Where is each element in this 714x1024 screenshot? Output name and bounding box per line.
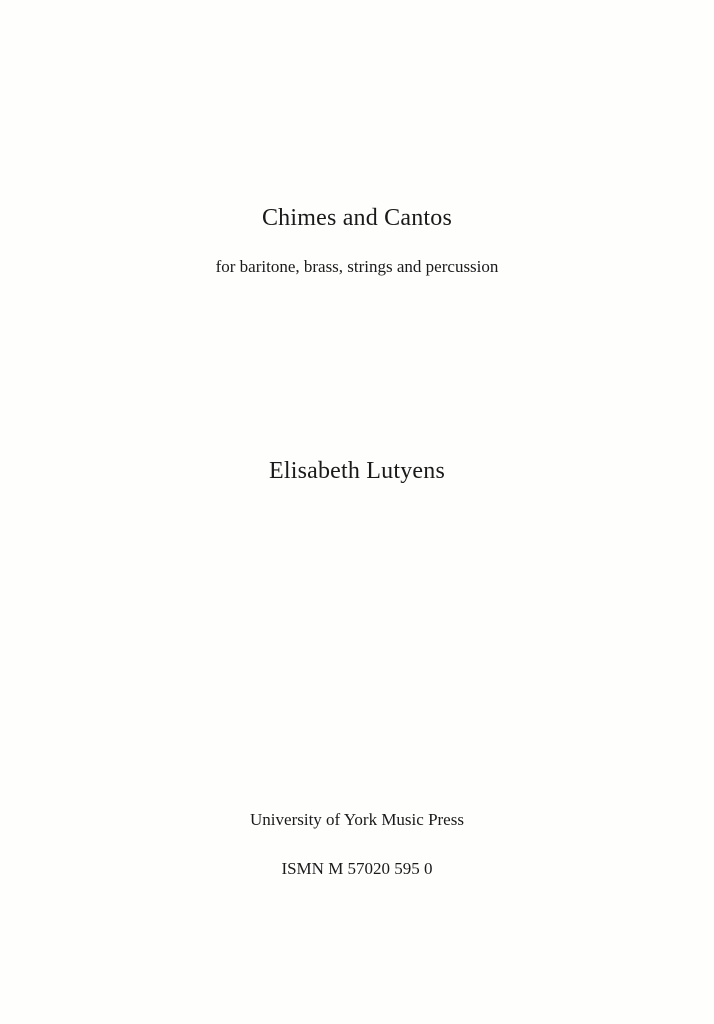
work-title: Chimes and Cantos [261, 205, 453, 231]
publisher-name: University of York Music Press [250, 810, 464, 829]
instrumentation-subtitle: for baritone, brass, strings and percussion [215, 257, 499, 276]
composer-name: Elisabeth Lutyens [268, 458, 446, 484]
ismn-number: ISMN M 57020 595 0 [281, 859, 433, 878]
